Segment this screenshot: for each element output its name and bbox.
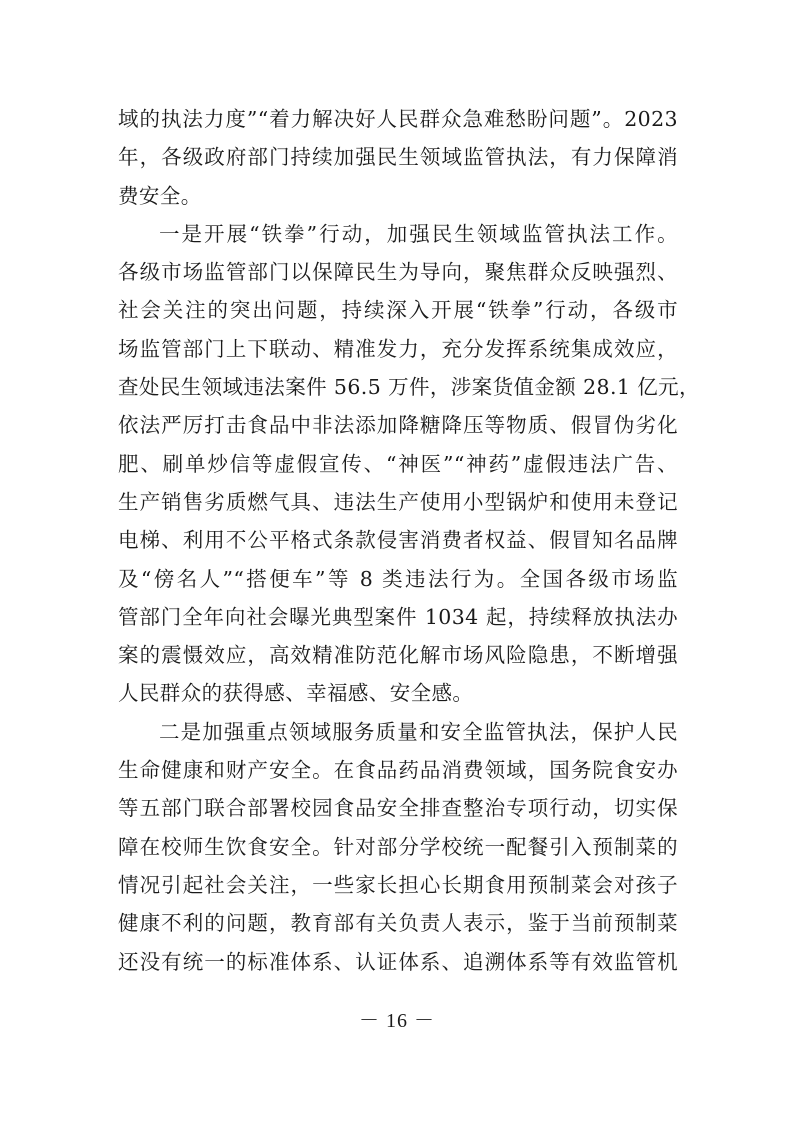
text-line: 肥、刷单炒信等虚假宣传、“神医”“神药”虚假违法广告、 xyxy=(118,451,678,476)
paragraph-2 xyxy=(118,215,700,713)
text-line: 查处民生领域违法案件 56.5 万件，涉案货值金额 28.1 亿元， xyxy=(118,375,700,400)
text-line: 场监管部门上下联动、精准发力，充分发挥系统集成效应， xyxy=(118,336,678,361)
text-line: 及“傍名人”“搭便车”等 8 类违法行为。全国各级市场监 xyxy=(118,566,678,591)
text-line: 还没有统一的标准体系、认证体系、追溯体系等有效监管机 xyxy=(118,949,678,974)
text-line: 费安全。 xyxy=(118,183,202,208)
text-line: 管部门全年向社会曝光典型案件 1034 起，持续释放执法办 xyxy=(118,604,678,629)
text-line: 域的执法力度”“着力解决好人民群众急难愁盼问题”。2023 xyxy=(118,107,678,131)
body-text xyxy=(118,100,700,981)
text-line: 电梯、利用不公平格式条款侵害消费者权益、假冒知名品牌 xyxy=(118,528,678,553)
text-line: 案的震慑效应，高效精准防范化解市场风险隐患，不断增强 xyxy=(118,643,678,668)
page-number: － 16 － xyxy=(359,1010,435,1032)
text-line: 障在校师生饮食安全。针对部分学校统一配餐引入预制菜的 xyxy=(118,834,678,859)
paragraph-3 xyxy=(118,713,678,981)
text-line: 健康不利的问题，教育部有关负责人表示，鉴于当前预制菜 xyxy=(118,911,678,936)
paragraph-1 xyxy=(118,100,678,215)
text-line: 依法严厉打击食品中非法添加降糖降压等物质、假冒伪劣化 xyxy=(118,413,678,438)
text-line: 社会关注的突出问题，持续深入开展“铁拳”行动，各级市 xyxy=(118,298,678,323)
text-line: 生命健康和财产安全。在食品药品消费领域，国务院食安办 xyxy=(118,758,678,783)
text-line: 一是开展“铁拳”行动，加强民生领域监管执法工作。 xyxy=(159,221,678,246)
text-line: 等五部门联合部署校园食品安全排查整治专项行动，切实保 xyxy=(118,796,678,821)
text-line: 情况引起社会关注，一些家长担心长期食用预制菜会对孩子 xyxy=(118,872,678,897)
text-line: 年，各级政府部门持续加强民生领域监管执法，有力保障消 xyxy=(118,145,678,170)
text-line: 生产销售劣质燃气具、违法生产使用小型锅炉和使用未登记 xyxy=(118,489,678,514)
text-line: 各级市场监管部门以保障民生为导向，聚焦群众反映强烈、 xyxy=(118,260,678,285)
text-line: 二是加强重点领域服务质量和安全监管执法，保护人民 xyxy=(159,719,678,744)
text-line: 人民群众的获得感、幸福感、安全感。 xyxy=(118,681,474,706)
